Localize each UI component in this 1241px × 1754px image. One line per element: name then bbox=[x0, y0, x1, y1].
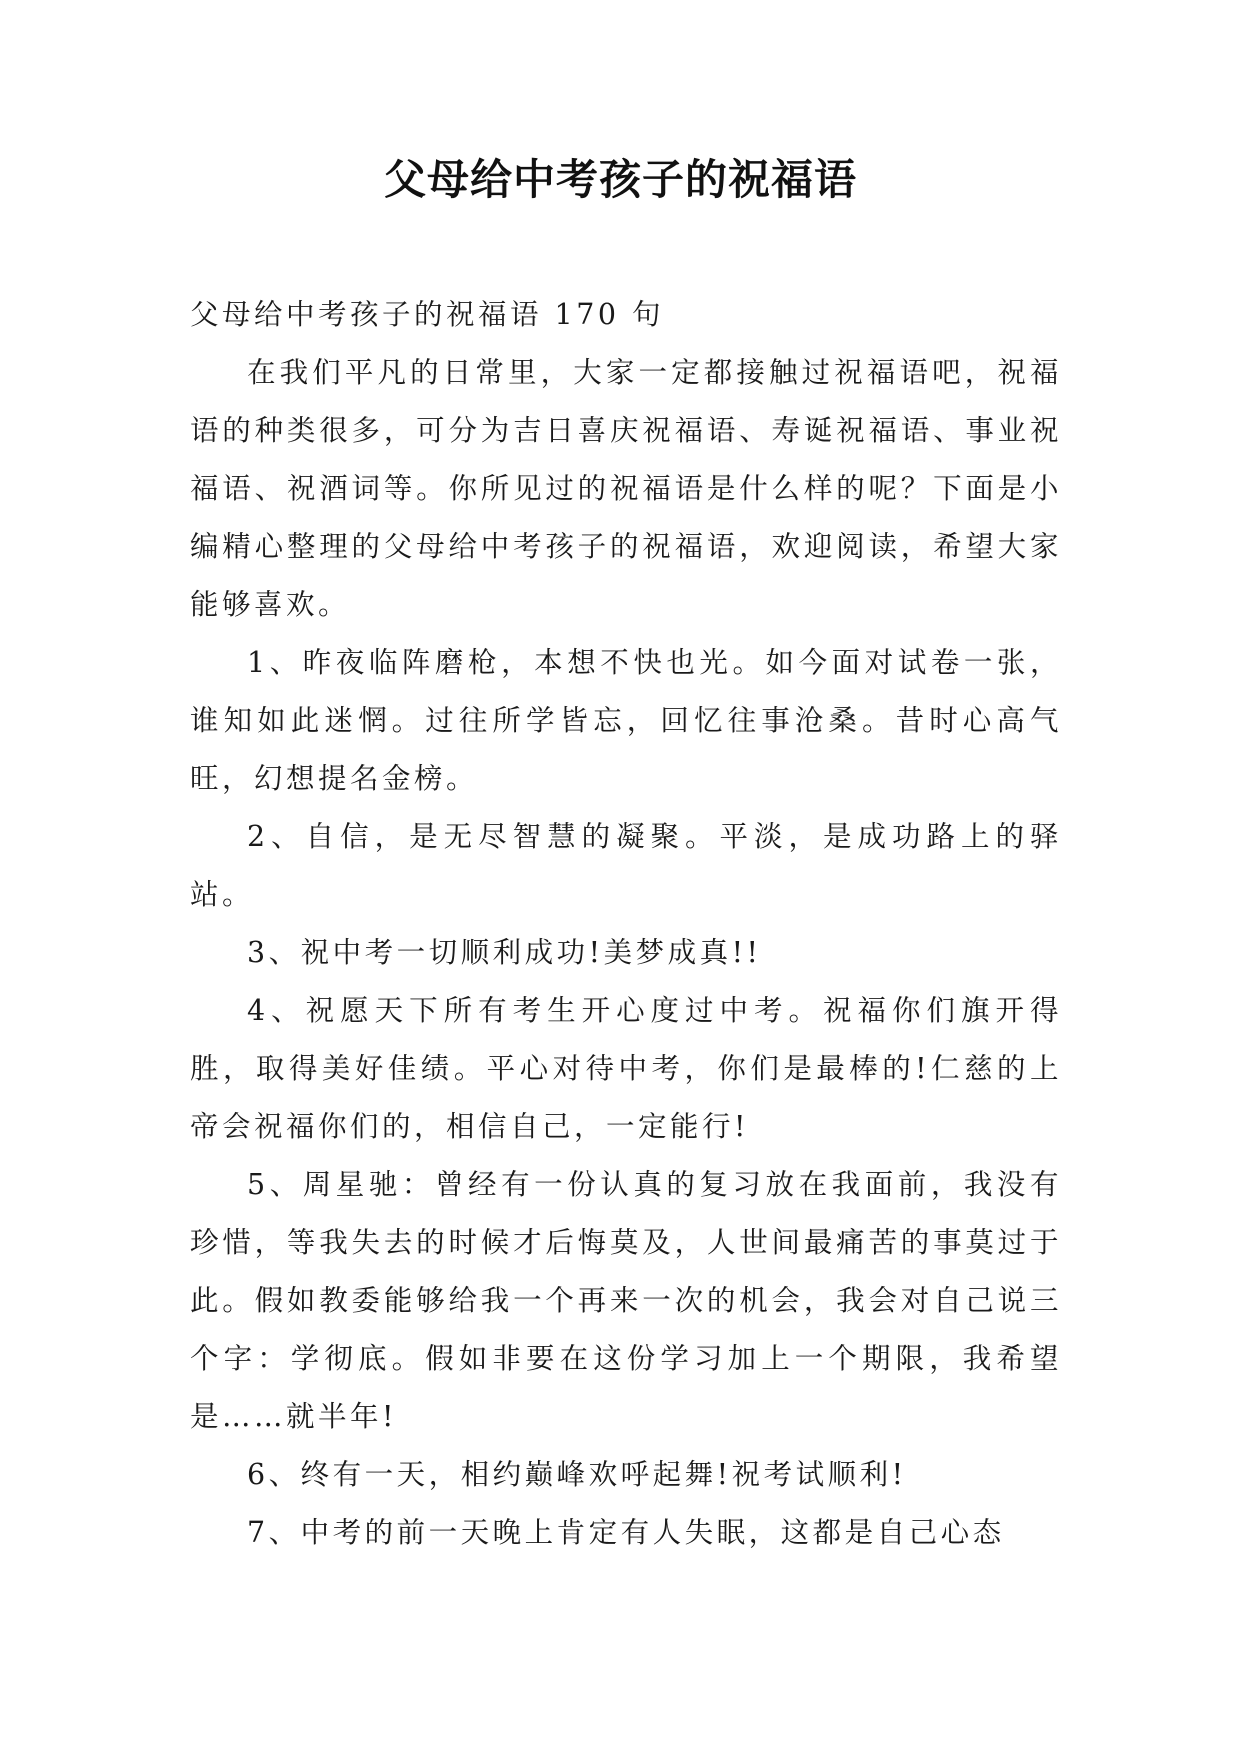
blessing-item-2: 2、自信，是无尽智慧的凝聚。平淡，是成功路上的驿站。 bbox=[190, 820, 1062, 911]
blessing-item-4: 4、祝愿天下所有考生开心度过中考。祝福你们旗开得胜，取得美好佳绩。平心对待中考，你们是最棒的!仁慈的上帝会祝福你们的，相信自己，一定能行! bbox=[190, 994, 1062, 1143]
document-title: 父母给中考孩子的祝福语 bbox=[383, 155, 857, 204]
blessing-item-6: 6、终有一天，相约巅峰欢呼起舞!祝考试顺利! bbox=[247, 1458, 907, 1491]
intro-paragraph: 在我们平凡的日常里，大家一定都接触过祝福语吧，祝福语的种类很多，可分为吉日喜庆祝福语、寿诞祝福语、事业祝福语、祝酒词等。你所见过的祝福语是什么样的呢？下面是小编精心整理的父母给中考孩子的祝福语，欢迎阅读，希望大家能够喜欢。 bbox=[190, 356, 1062, 621]
document-body bbox=[190, 286, 1062, 1562]
blessing-item-1: 1、昨夜临阵磨枪，本想不快也光。如今面对试卷一张，谁知如此迷惘。过往所学皆忘，回忆往事沧桑。昔时心高气旺，幻想提名金榜。 bbox=[190, 646, 1062, 795]
blessing-item-7: 7、中考的前一天晚上肯定有人失眠，这都是自己心态 bbox=[247, 1516, 1005, 1549]
document-subtitle: 父母给中考孩子的祝福语 170 句 bbox=[190, 298, 665, 331]
blessing-item-5: 5、周星驰：曾经有一份认真的复习放在我面前，我没有珍惜，等我失去的时候才后悔莫及，人世间最痛苦的事莫过于此。假如教委能够给我一个再来一次的机会，我会对自己说三个字：学彻底。假如非要在这份学习加上一个期限，我希望是……就半年! bbox=[190, 1168, 1062, 1433]
blessing-item-3: 3、祝中考一切顺利成功!美梦成真!! bbox=[247, 936, 762, 969]
